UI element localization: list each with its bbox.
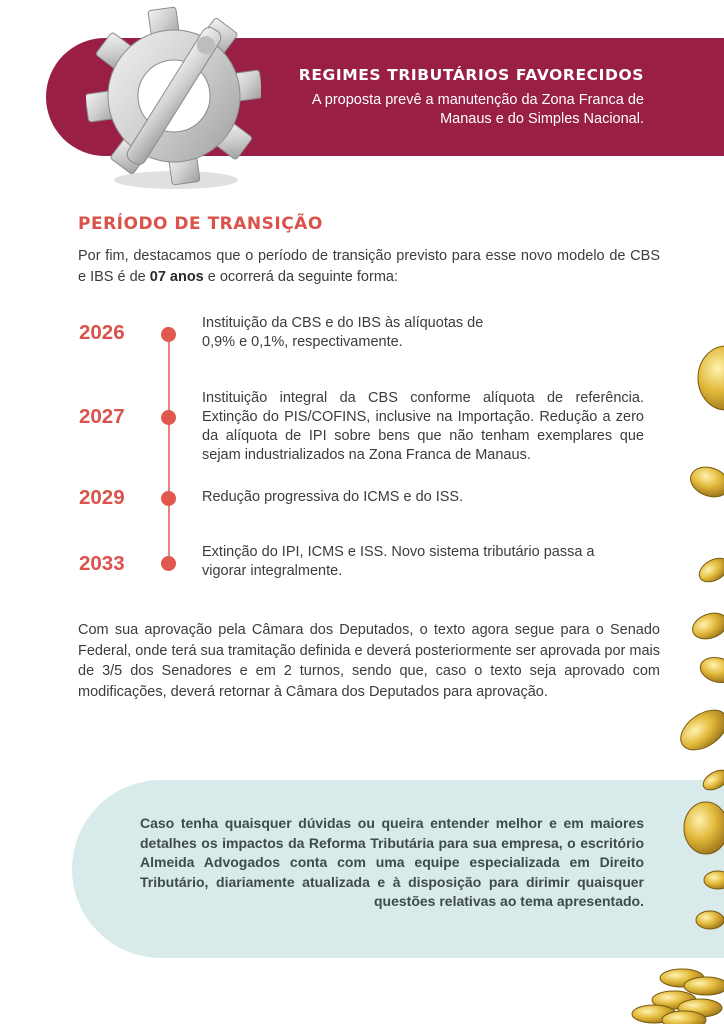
timeline-event: Extinção do IPI, ICMS e ISS. Novo sistema tributário passa a vigorar integralmente. xyxy=(202,544,595,579)
timeline-dot xyxy=(161,410,176,425)
intro-text-end: e ocorrerá da seguinte forma: xyxy=(203,269,398,285)
timeline-year: 2029 xyxy=(79,486,125,509)
timeline-year: 2027 xyxy=(79,405,125,428)
cta-text: Caso tenha quaisquer dúvidas ou queira entender melhor e em maiores detalhes os impactos da Reforma Tributária para sua empresa, o escritório Almeida Advogados conta com uma equipe especializada em Direito Tributário, diariamente atualizada e à disposição para dirimir quaisquer questões relativas ao tema apresentado. xyxy=(140,815,644,909)
timeline-dot xyxy=(161,556,176,571)
gold-coins-image xyxy=(614,330,724,1024)
timeline-event: Redução progressiva do ICMS e do ISS. xyxy=(202,489,464,505)
approval-paragraph: Com sua aprovação pela Câmara dos Deputados, o texto agora segue para o Senado Federal, onde terá sua tramitação definida e deverá posteriormente ser aprovada por mais de 3/5 dos Senadores e em 2 turnos, sendo que, caso o texto seja aprovado com modificações, deverá retornar à Câmara dos Deputados para aprovação. xyxy=(78,622,660,700)
banner-title: REGIMES TRIBUTÁRIOS FAVORECIDOS xyxy=(298,66,644,84)
section-title: PERÍODO DE TRANSIÇÃO xyxy=(78,214,323,234)
intro-paragraph xyxy=(78,246,660,288)
banner-text: A proposta prevê a manutenção da Zona Franca de Manaus e do Simples Nacional. xyxy=(311,92,644,127)
timeline-year: 2033 xyxy=(79,552,125,575)
timeline-line xyxy=(168,336,170,566)
intro-text: Por fim, destacamos que o período de transição previsto para esse novo modelo de CBS e IBS é de xyxy=(78,248,660,285)
timeline-event: Instituição da CBS e do IBS às alíquotas de 0,9% e 0,1%, respectivamente. xyxy=(202,315,484,350)
timeline-dot xyxy=(161,327,176,342)
timeline-dot xyxy=(161,491,176,506)
timeline-event: Instituição integral da CBS conforme alíquota de referência. Extinção do PIS/COFINS, inclusive na Importação. Redução a zero da alíquota de IPI sobre bens que não tenham exemplares que sejam industrializados na Zona Franca de Manaus. xyxy=(202,390,644,463)
gear-wrench-icon xyxy=(86,4,261,192)
intro-bold: 07 anos xyxy=(149,269,204,285)
timeline-year: 2026 xyxy=(79,321,125,344)
